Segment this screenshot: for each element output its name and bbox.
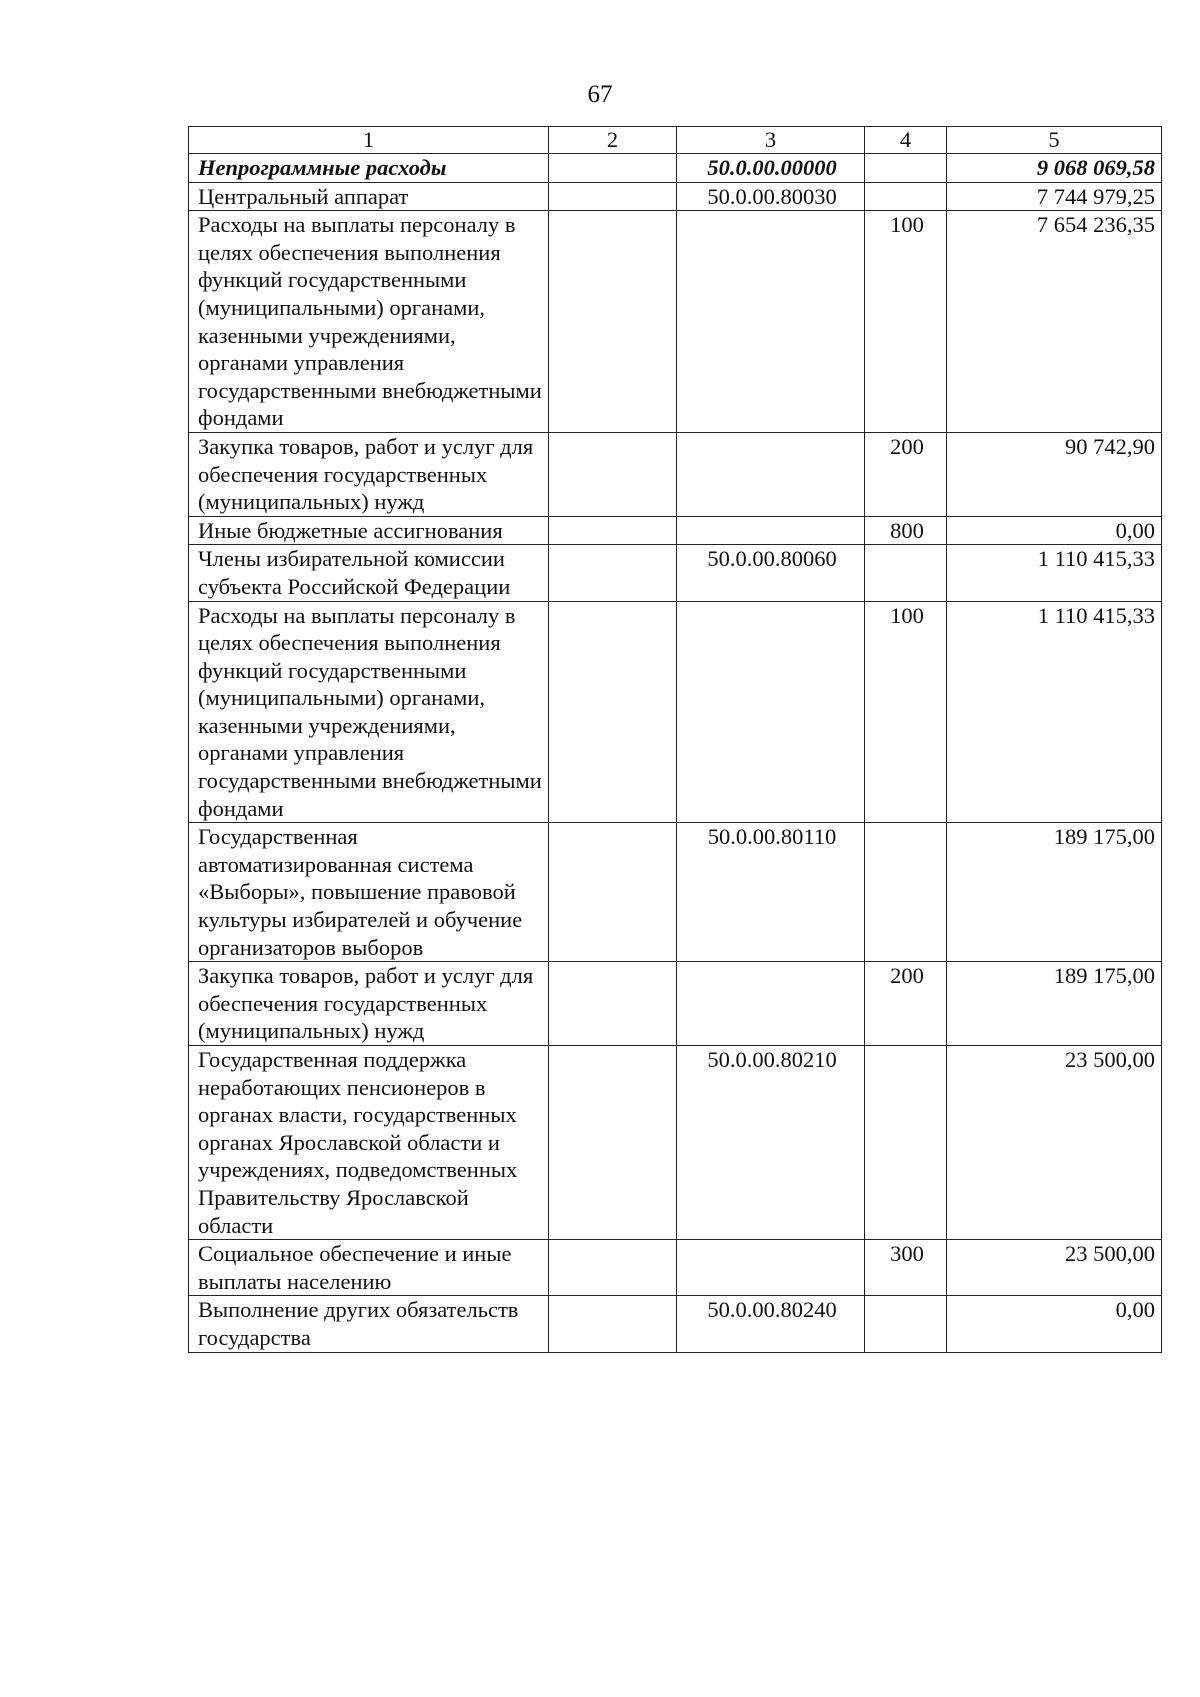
table-row (189, 601, 1162, 823)
row-kvr: 300 (865, 1240, 947, 1296)
row-sum: 0,00 (947, 1296, 1162, 1352)
row-name: Центральный аппарат (189, 182, 549, 211)
row-kvr (865, 545, 947, 601)
budget-table (188, 126, 1162, 1353)
row-code (677, 516, 865, 545)
row-col2 (549, 1296, 677, 1352)
column-header: 2 (549, 127, 677, 154)
row-sum: 23 500,00 (947, 1240, 1162, 1296)
column-header: 4 (865, 127, 947, 154)
row-kvr (865, 1046, 947, 1240)
row-kvr (865, 154, 947, 183)
table-row (189, 154, 1162, 183)
row-code: 50.0.00.80210 (677, 1046, 865, 1240)
row-name: Иные бюджетные ассигнования (189, 516, 549, 545)
row-sum: 7 744 979,25 (947, 182, 1162, 211)
row-kvr: 200 (865, 432, 947, 516)
row-sum: 189 175,00 (947, 962, 1162, 1046)
row-col2 (549, 823, 677, 962)
row-name: Расходы на выплаты персоналу в целях обеспечения выполнения функций государственными (муниципальными) органами, казенными учреждениями, органами управления государственными внебюджетными фондами (189, 211, 549, 433)
row-code: 50.0.00.80110 (677, 823, 865, 962)
row-code: 50.0.00.00000 (677, 154, 865, 183)
column-header: 1 (189, 127, 549, 154)
row-kvr (865, 182, 947, 211)
column-header: 3 (677, 127, 865, 154)
row-name: Выполнение других обязательств государства (189, 1296, 549, 1352)
row-kvr: 800 (865, 516, 947, 545)
row-kvr: 100 (865, 601, 947, 823)
row-code (677, 1240, 865, 1296)
row-sum: 90 742,90 (947, 432, 1162, 516)
table-row (189, 182, 1162, 211)
row-name: Государственная поддержка неработающих пенсионеров в органах власти, государственных органах Ярославской области и учреждениях, подведомственных Правительству Ярославской области (189, 1046, 549, 1240)
row-name: Социальное обеспечение и иные выплаты населению (189, 1240, 549, 1296)
page-number: 67 (587, 81, 613, 108)
row-code (677, 211, 865, 433)
row-name: Расходы на выплаты персоналу в целях обеспечения выполнения функций государственными (муниципальными) органами, казенными учреждениями, органами управления государственными внебюджетными фондами (189, 601, 549, 823)
table-row (189, 545, 1162, 601)
row-code (677, 962, 865, 1046)
row-col2 (549, 1046, 677, 1240)
row-sum: 189 175,00 (947, 823, 1162, 962)
column-header: 5 (947, 127, 1162, 154)
row-col2 (549, 516, 677, 545)
row-code: 50.0.00.80060 (677, 545, 865, 601)
table-row (189, 823, 1162, 962)
row-col2 (549, 1240, 677, 1296)
row-kvr (865, 1296, 947, 1352)
table-row (189, 516, 1162, 545)
row-name: Государственная автоматизированная система «Выборы», повышение правовой культуры избирателей и обучение организаторов выборов (189, 823, 549, 962)
row-kvr (865, 823, 947, 962)
row-col2 (549, 962, 677, 1046)
row-code (677, 601, 865, 823)
row-code: 50.0.00.80240 (677, 1296, 865, 1352)
table-row (189, 1046, 1162, 1240)
row-sum: 1 110 415,33 (947, 601, 1162, 823)
row-sum: 0,00 (947, 516, 1162, 545)
row-code (677, 432, 865, 516)
table-row (189, 1296, 1162, 1352)
row-kvr: 200 (865, 962, 947, 1046)
row-sum: 1 110 415,33 (947, 545, 1162, 601)
row-col2 (549, 154, 677, 183)
row-sum: 23 500,00 (947, 1046, 1162, 1240)
table-row (189, 211, 1162, 433)
table-row (189, 432, 1162, 516)
row-sum: 7 654 236,35 (947, 211, 1162, 433)
row-sum: 9 068 069,58 (947, 154, 1162, 183)
row-col2 (549, 432, 677, 516)
row-name: Члены избирательной комиссии субъекта Российской Федерации (189, 545, 549, 601)
row-col2 (549, 211, 677, 433)
table-row (189, 962, 1162, 1046)
table-row (189, 1240, 1162, 1296)
row-col2 (549, 545, 677, 601)
row-col2 (549, 601, 677, 823)
table-header-row (189, 127, 1162, 154)
row-name: Закупка товаров, работ и услуг для обеспечения государственных (муниципальных) нужд (189, 432, 549, 516)
row-col2 (549, 182, 677, 211)
row-code: 50.0.00.80030 (677, 182, 865, 211)
row-kvr: 100 (865, 211, 947, 433)
row-name: Закупка товаров, работ и услуг для обеспечения государственных (муниципальных) нужд (189, 962, 549, 1046)
row-name: Непрограммные расходы (189, 154, 549, 183)
